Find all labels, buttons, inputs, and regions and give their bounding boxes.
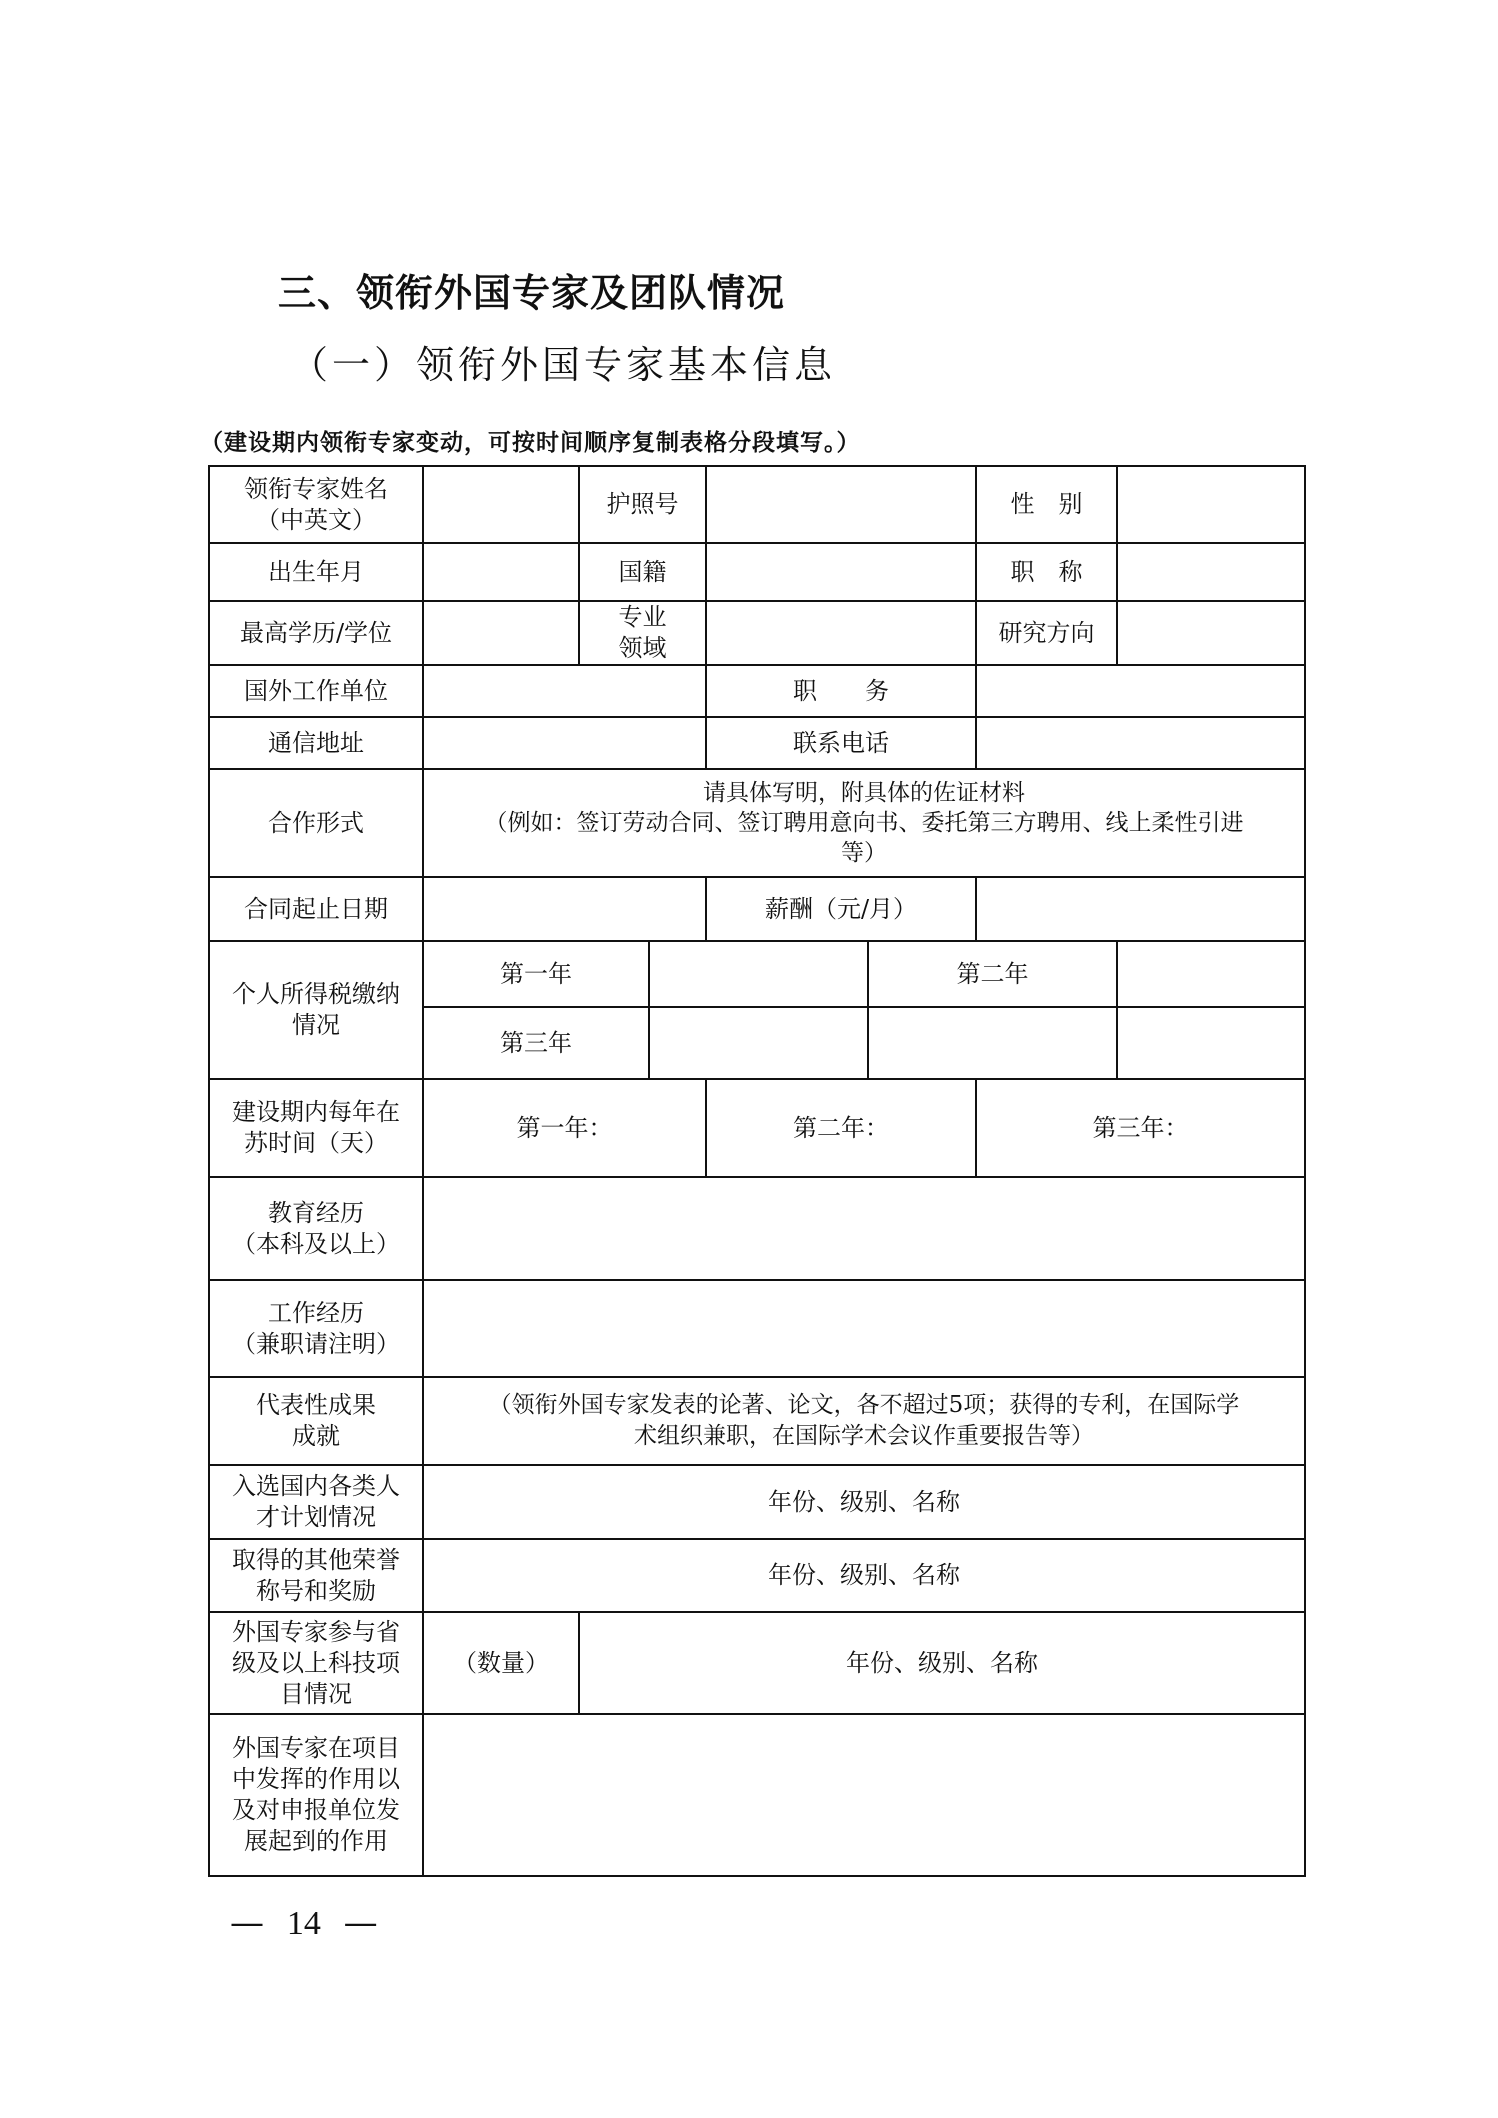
table-row <box>209 1612 1305 1714</box>
address-label: 通信地址 <box>209 717 423 769</box>
subsection-heading: （一）领衔外国专家基本信息 <box>290 343 837 387</box>
section-heading: 三、领衔外国专家及团队情况 <box>278 271 786 315</box>
salary-field[interactable] <box>976 877 1305 941</box>
birth-field[interactable] <box>423 543 579 601</box>
birth-label: 出生年月 <box>209 543 423 601</box>
page-number: 14 <box>286 1905 321 1942</box>
days-label: 建设期内每年在 苏时间（天） <box>209 1079 423 1177</box>
table-row <box>209 1465 1305 1539</box>
degree-label: 最高学历/学位 <box>209 601 423 665</box>
days-year1-field[interactable]: 第一年： <box>423 1079 706 1177</box>
expert-info-form <box>208 465 1306 1877</box>
employer-field[interactable] <box>423 665 706 717</box>
title-field[interactable] <box>1117 543 1305 601</box>
cooperation-hint-line-3: 等） <box>841 840 887 866</box>
work-field[interactable] <box>423 1280 1305 1377</box>
passport-label: 护照号 <box>579 466 706 543</box>
talent-label: 入选国内各类人 才计划情况 <box>209 1465 423 1539</box>
gender-label: 性 别 <box>976 466 1117 543</box>
tax-blank-field[interactable] <box>868 1007 1117 1079</box>
table-row <box>209 543 1305 601</box>
days-year2-field[interactable]: 第二年： <box>706 1079 976 1177</box>
project-detail-field[interactable]: 年份、级别、名称 <box>579 1612 1305 1714</box>
contract-field[interactable] <box>423 877 706 941</box>
tax-year1-field[interactable] <box>649 941 868 1007</box>
address-field[interactable] <box>423 717 706 769</box>
research-field[interactable] <box>1117 601 1305 665</box>
table-row <box>209 1714 1305 1876</box>
tax-year1-label: 第一年 <box>423 941 649 1007</box>
role-label: 外国专家在项目 中发挥的作用以 及对申报单位发 展起到的作用 <box>209 1714 423 1876</box>
page-footer <box>230 1903 378 1943</box>
research-label: 研究方向 <box>976 601 1117 665</box>
phone-label: 联系电话 <box>706 717 976 769</box>
table-row <box>209 1079 1305 1177</box>
role-field[interactable] <box>423 1714 1305 1876</box>
nationality-field[interactable] <box>706 543 976 601</box>
honor-field[interactable]: 年份、级别、名称 <box>423 1539 1305 1612</box>
field-field[interactable] <box>706 601 976 665</box>
project-label: 外国专家参与省 级及以上科技项 目情况 <box>209 1612 423 1714</box>
table-row <box>209 1177 1305 1280</box>
table-row <box>209 941 1305 1007</box>
contract-label: 合同起止日期 <box>209 877 423 941</box>
table-row <box>209 877 1305 941</box>
position-label: 职 务 <box>706 665 976 717</box>
tax-year3-field[interactable] <box>649 1007 868 1079</box>
tax-year2-label: 第二年 <box>868 941 1117 1007</box>
cooperation-hint-line-1: 请具体写明，附具体的佐证材料 <box>703 780 1025 806</box>
nationality-label: 国籍 <box>579 543 706 601</box>
table-row <box>209 1377 1305 1465</box>
honor-label: 取得的其他荣誉 称号和奖励 <box>209 1539 423 1612</box>
position-field[interactable] <box>976 665 1305 717</box>
table-row <box>209 665 1305 717</box>
achievement-field[interactable] <box>423 1377 1305 1465</box>
table-row <box>209 466 1305 543</box>
tax-blank-field-2[interactable] <box>1117 1007 1305 1079</box>
cooperation-label: 合作形式 <box>209 769 423 877</box>
expert-name-field[interactable] <box>423 466 579 543</box>
cooperation-field[interactable] <box>423 769 1305 877</box>
table-row <box>209 1280 1305 1377</box>
title-label: 职 称 <box>976 543 1117 601</box>
days-year3-field[interactable]: 第三年： <box>976 1079 1305 1177</box>
salary-label: 薪酬（元/月） <box>706 877 976 941</box>
tax-year3-label: 第三年 <box>423 1007 649 1079</box>
tax-year2-field[interactable] <box>1117 941 1305 1007</box>
tax-label: 个人所得税缴纳 情况 <box>209 941 423 1079</box>
passport-field[interactable] <box>706 466 976 543</box>
table-row <box>209 717 1305 769</box>
footer-dash-right: — <box>343 1903 378 1943</box>
project-quantity-field[interactable]: （数量） <box>423 1612 579 1714</box>
phone-field[interactable] <box>976 717 1305 769</box>
work-label: 工作经历 （兼职请注明） <box>209 1280 423 1377</box>
table-row <box>209 601 1305 665</box>
form-note: （建设期内领衔专家变动，可按时间顺序复制表格分段填写。） <box>200 429 861 456</box>
achievement-label: 代表性成果 成就 <box>209 1377 423 1465</box>
employer-label: 国外工作单位 <box>209 665 423 717</box>
field-label: 专业 领域 <box>579 601 706 665</box>
degree-field[interactable] <box>423 601 579 665</box>
gender-field[interactable] <box>1117 466 1305 543</box>
footer-dash-left: — <box>230 1903 264 1943</box>
talent-field[interactable]: 年份、级别、名称 <box>423 1465 1305 1539</box>
achievement-hint-line-1: （领衔外国专家发表的论著、论文，各不超过5项；获得的专利，在国际学 <box>488 1392 1240 1418</box>
table-row <box>209 769 1305 877</box>
cooperation-hint-line-2: （例如：签订劳动合同、签订聘用意向书、委托第三方聘用、线上柔性引进 <box>484 810 1244 836</box>
expert-name-label: 领衔专家姓名 （中英文） <box>209 466 423 543</box>
table-row <box>209 1539 1305 1612</box>
education-label: 教育经历 （本科及以上） <box>209 1177 423 1280</box>
education-field[interactable] <box>423 1177 1305 1280</box>
achievement-hint-line-2: 术组织兼职，在国际学术会议作重要报告等） <box>634 1423 1094 1449</box>
